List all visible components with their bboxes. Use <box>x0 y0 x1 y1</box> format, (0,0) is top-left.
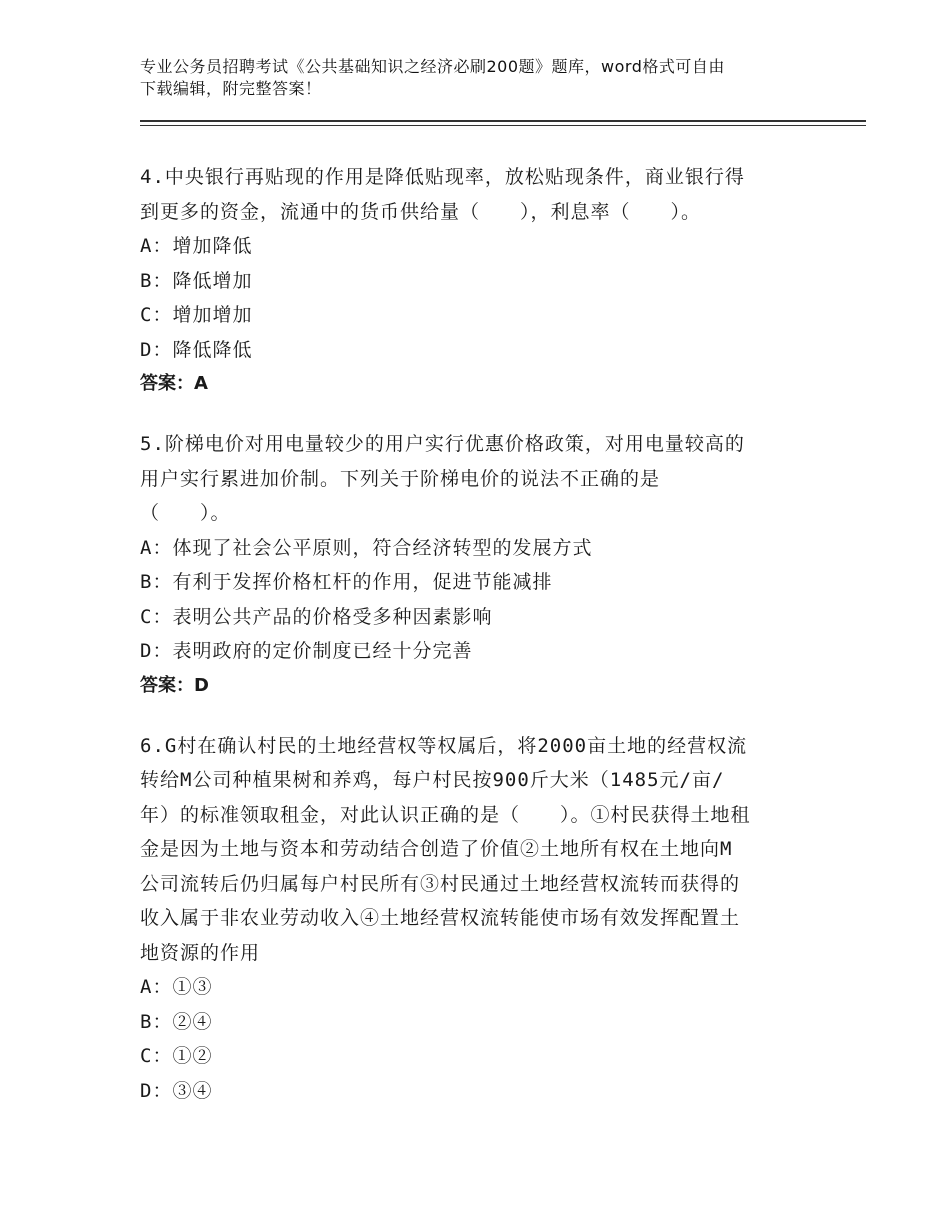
question-stem-line: （ ）。 <box>140 502 231 524</box>
question-list <box>140 160 820 1134</box>
question-stem-line: 收入属于非农业劳动收入④土地经营权流转能使市场有效发挥配置土 <box>140 907 741 929</box>
question-stem-line: 5.阶梯电价对用电量较少的用户实行优惠价格政策，对用电量较高的 <box>140 433 745 455</box>
option-b: B：有利于发挥价格杠杆的作用，促进节能减排 <box>140 571 553 593</box>
option-b: B：②④ <box>140 1010 213 1033</box>
option-a: A：①③ <box>140 976 213 998</box>
header-divider-thin <box>140 125 866 126</box>
option-a: A：体现了社会公平原则，符合经济转型的发展方式 <box>140 536 593 559</box>
answer-label: 答案： <box>140 373 194 394</box>
option-c: C：增加增加 <box>140 304 253 326</box>
question-stem-line: 公司流转后仍归属每户村民所有③村民通过土地经营权流转而获得的 <box>140 872 741 895</box>
answer-line <box>140 669 820 703</box>
page-header <box>140 56 820 100</box>
option-c: C：①② <box>140 1045 213 1067</box>
answer-value: D <box>194 674 209 696</box>
header-line-1: 专业公务员招聘考试《公共基础知识之经济必刷200题》题库，word格式可自由 <box>140 57 725 76</box>
header-line-2: 下载编辑，附完整答案！ <box>140 79 322 98</box>
question-4 <box>140 160 820 401</box>
answer-value: A <box>194 373 208 394</box>
option-d: D：降低降低 <box>140 338 253 361</box>
question-stem-line: 地资源的作用 <box>140 941 261 964</box>
option-c: C：表明公共产品的价格受多种因素影响 <box>140 605 493 628</box>
question-stem-line: 用户实行累进加价制。下列关于阶梯电价的说法不正确的是 <box>140 467 661 490</box>
option-d: D：③④ <box>140 1079 213 1102</box>
question-stem-line: 4.中央银行再贴现的作用是降低贴现率，放松贴现条件，商业银行得 <box>140 166 745 188</box>
question-stem-line: 年）的标准领取租金，对此认识正确的是（ ）。①村民获得土地租 <box>140 803 751 826</box>
answer-line <box>140 367 820 401</box>
option-a: A：增加降低 <box>140 235 253 257</box>
option-d: D：表明政府的定价制度已经十分完善 <box>140 640 473 662</box>
question-stem-line: 到更多的资金，流通中的货币供给量（ ），利息率（ ）。 <box>140 200 702 223</box>
option-b: B：降低增加 <box>140 269 253 292</box>
question-stem-line: 金是因为土地与资本和劳动结合创造了价值②土地所有权在土地向M <box>140 838 733 860</box>
question-stem-line: 转给M公司种植果树和养鸡，每户村民按900斤大米（1485元/亩/ <box>140 769 725 791</box>
question-stem-line: 6.G村在确认村民的土地经营权等权属后，将2000亩土地的经营权流 <box>140 734 748 757</box>
answer-label: 答案： <box>140 674 194 696</box>
header-divider-thick <box>140 120 866 122</box>
question-5 <box>140 427 820 703</box>
question-6 <box>140 729 820 1109</box>
